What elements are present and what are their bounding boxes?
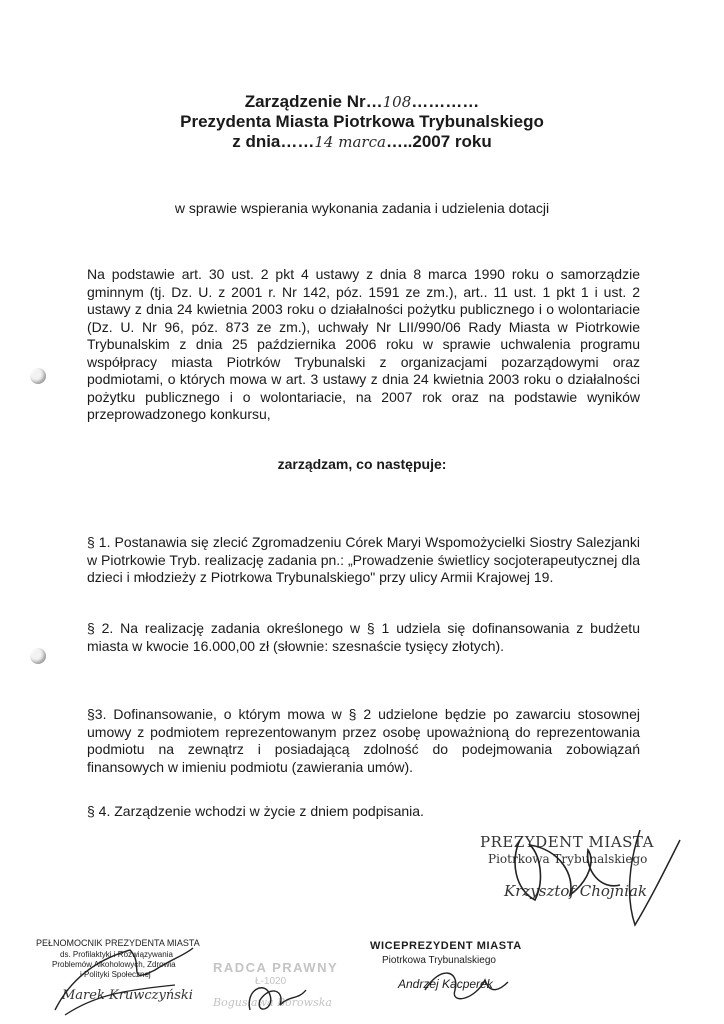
plenipotentiary-stamp-line1: PEŁNOMOCNIK PREZYDENTA MIASTA [36,938,200,948]
deputy-name: Andrzej Kacperek [398,977,493,991]
title-line-3 [0,131,724,153]
preamble-paragraph: Na podstawie art. 30 ust. 2 pkt 4 ustawy z dnia 8 marca 1990 roku o samorządzie gminnym (tj. Dz. U. z 2001 r. Nr 142, póz. 1591 ze zm.), art.. 11 ust. 1 pkt 1 i ust. 2 ustawy z dnia 24 kwietnia 2003 roku o działalności pożytku publicznego i o wolontariacie (Dz. U. Nr 96, póz. 873 ze zm.), uchwały Nr LII/990/06 Rady Miasta w Piotrkowie Trybunalskim z dnia 25 października 2006 roku w sprawie uchwalenia programu współpracy miasta Piotrków Trybunalski z organizacjami pozarządowymi oraz podmiotami, o których mowa w art. 3 ustawy z dnia 24 kwietnia 2003 roku o działalności pożytku publicznego i o wolontariacie, na 2007 rok oraz na podstawie wyników przeprowadzonego konkursu, [87,266,640,422]
date-prefix: z dnia…… [232,132,315,151]
paragraph-3: §3. Dofinansowanie, o którym mowa w § 2 udzielone będzie po zawarciu stosownej umowy z podmiotem reprezentowanym przez osobę upoważnioną do reprezentowania podmiotu na zewnątrz i posiadającą zdolność do podejmowania zobowiązań finansowych w imieniu podmiotu (zawierania umów). [87,706,640,775]
plenipotentiary-signature [35,940,195,1020]
deputy-stamp-line2: Piotrkowa Trybunalskiego [382,955,496,966]
counsel-stamp-line1: RADCA PRAWNY [213,960,339,975]
title-line-1: Zarządzenie Nr…108………… [244,92,480,111]
punch-hole-top [30,368,46,384]
counsel-signature [240,975,310,1020]
plenipotentiary-name: Marek Kruwczyński [62,988,193,1003]
deputy-stamp-line1: WICEPREZYDENT MIASTA [370,940,522,952]
handwritten-date: 14 marca [314,133,386,151]
counsel-stamp-code: Ł-1020 [255,976,287,987]
title-line-2: Prezydenta Miasta Piotrkowa Trybunalskiego [180,112,544,131]
plenipotentiary-stamp-line3: Problemów Alkoholowych, Zdrowia [52,960,176,969]
mayor-name: Krzysztof Chojniak [504,882,648,900]
title-prefix: Zarządzenie Nr [244,92,366,111]
decree-heading: zarządzam, co następuje: [277,456,447,472]
subject-line: w sprawie wspierania wykonania zadania i udzielenia dotacji [174,200,550,216]
plenipotentiary-stamp-line2: ds. Profilaktyki i Rozwiązywania [60,950,173,959]
mayor-stamp-line1: PREZYDENT MIASTA [480,833,654,851]
paragraph-2: § 2. Na realizację zadania określonego w § 1 udziela się dofinansowania z budżetu miasta w kwocie 16.000,00 zł (słownie: szesnaście tysięcy złotych). [87,620,640,654]
title-dots: ………… [411,92,480,111]
mayor-stamp-line2: Piotrkowa Trybunalskiego [488,852,648,866]
deputy-signature [420,960,510,1010]
handwritten-number: 108 [382,93,412,111]
paragraph-1: § 1. Postanawia się zlecić Zgromadzeniu Córek Maryi Wspomożycielki Siostry Salezjanki w Piotrkowie Tryb. realizację zadania pn.: „Prowadzenie świetlicy socjoterapeutycznej dla dzieci i młodzieży z Piotrkowa Trybunalskiego" przy ulicy Armii Krajowej 19. [87,534,640,585]
counsel-name: Bogusława Borowska [213,996,332,1009]
paragraph-4: § 4. Zarządzenie wchodzi w życie z dniem podpisania. [87,803,424,819]
mayor-signature [490,820,690,940]
date-suffix: …..2007 roku [385,132,492,151]
plenipotentiary-stamp-line4: i Polityki Społecznej [80,970,151,979]
punch-hole-bottom [30,648,46,664]
